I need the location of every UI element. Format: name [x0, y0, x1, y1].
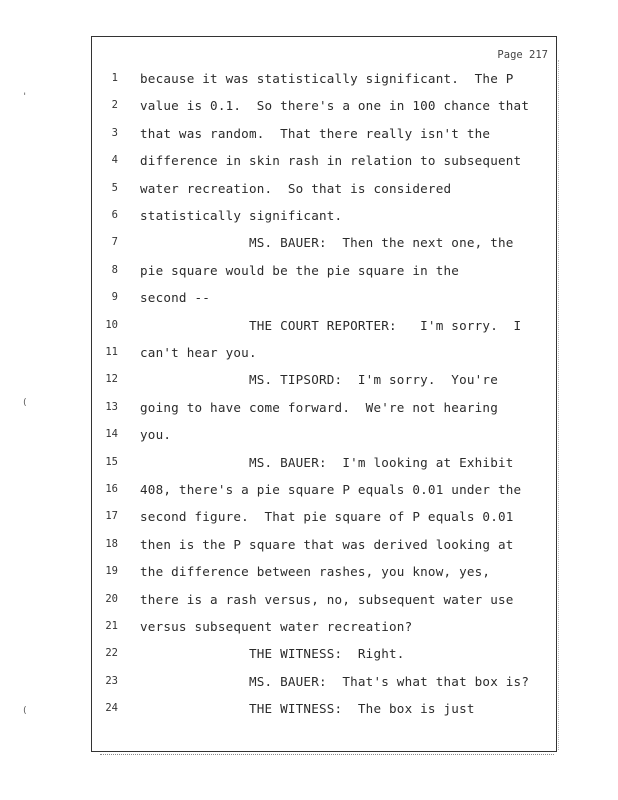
transcript-line [92, 674, 556, 701]
transcript-line [92, 701, 556, 728]
line-text: pie square would be the pie square in the [140, 262, 460, 278]
line-number: 1 [111, 72, 118, 84]
line-number: 10 [105, 318, 118, 331]
line-number: 13 [105, 400, 118, 413]
line-number: 22 [105, 647, 118, 660]
transcript-line [92, 455, 556, 482]
transcript-page [91, 36, 557, 752]
line-number: 24 [105, 702, 118, 715]
line-text: THE WITNESS: The box is just [140, 701, 475, 717]
left-margin-mark: ( [22, 706, 28, 716]
line-number: 8 [111, 263, 118, 276]
line-text: MS. TIPSORD: I'm sorry. You're [140, 372, 498, 388]
line-text: water recreation. So that is considered [140, 180, 452, 196]
line-text: because it was statistically significant. The P [140, 71, 514, 86]
line-number: 4 [111, 154, 118, 167]
line-number: 17 [105, 510, 118, 523]
footer-rule [100, 754, 554, 755]
line-text: MS. BAUER: Then the next one, the [140, 235, 514, 251]
transcript-line [92, 126, 556, 153]
line-text: 408, there's a pie square P equals 0.01 under the [140, 482, 522, 497]
transcript-line [92, 619, 556, 646]
line-text: value is 0.1. So there's a one in 100 chance that [140, 98, 530, 114]
line-number: 16 [105, 483, 118, 495]
transcript-line [92, 592, 556, 619]
transcript-line [92, 98, 556, 125]
line-number: 20 [105, 592, 118, 605]
line-text: MS. BAUER: That's what that box is? [140, 673, 530, 689]
line-text: then is the P square that was derived looking at [140, 536, 514, 552]
line-number: 23 [105, 674, 118, 687]
transcript-line [92, 208, 556, 235]
line-number: 3 [111, 126, 118, 139]
line-number: 9 [111, 291, 118, 304]
line-number: 6 [111, 209, 118, 221]
line-text: versus subsequent water recreation? [140, 619, 413, 634]
line-text: there is a rash versus, no, subsequent water use [140, 591, 514, 607]
line-text: THE COURT REPORTER: I'm sorry. I [140, 317, 522, 333]
transcript-line [92, 71, 556, 98]
transcript-line [92, 400, 556, 427]
line-text: second -- [140, 290, 211, 306]
page-number: Page 217 [497, 49, 548, 61]
transcript-line [92, 153, 556, 180]
transcript-line [92, 646, 556, 673]
line-number: 11 [105, 346, 118, 358]
line-text: that was random. That there really isn't the [140, 125, 491, 141]
line-number: 2 [111, 99, 118, 112]
line-number: 21 [105, 620, 118, 632]
line-text: second figure. That pie square of P equals 0.01 [140, 509, 514, 525]
line-text: you. [140, 427, 172, 443]
transcript-line [92, 372, 556, 399]
transcript-line [92, 427, 556, 454]
line-number: 19 [105, 565, 118, 578]
line-number: 7 [111, 236, 118, 249]
line-number: 14 [105, 428, 118, 441]
line-number: 15 [105, 455, 118, 468]
line-number: 5 [111, 181, 118, 194]
line-text: statistically significant. [140, 208, 343, 223]
line-text: MS. BAUER: I'm looking at Exhibit [140, 454, 514, 470]
transcript-line [92, 482, 556, 509]
line-text: the difference between rashes, you know, yes, [140, 564, 491, 580]
line-text: can't hear you. [140, 345, 257, 360]
line-number: 18 [105, 537, 118, 550]
line-text: going to have come forward. We're not hearing [140, 399, 498, 415]
transcript-line [92, 181, 556, 208]
transcript-line [92, 235, 556, 262]
line-number: 12 [105, 373, 118, 386]
line-text: difference in skin rash in relation to subsequent [140, 153, 522, 169]
transcript-line [92, 564, 556, 591]
transcript-line [92, 290, 556, 317]
left-margin-mark: ( [22, 398, 28, 408]
left-margin-mark: ' [22, 92, 28, 102]
transcript-line [92, 345, 556, 372]
transcript-line [92, 263, 556, 290]
transcript-line [92, 537, 556, 564]
line-text: THE WITNESS: Right. [140, 646, 405, 662]
right-edge-rule [558, 60, 559, 750]
transcript-line [92, 318, 556, 345]
transcript-line [92, 509, 556, 536]
